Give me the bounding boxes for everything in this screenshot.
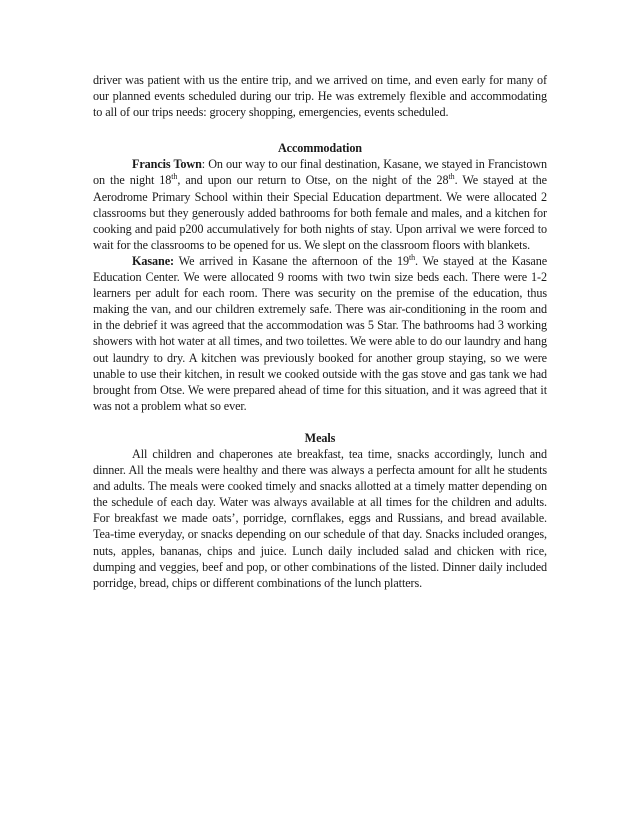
document-page — [93, 72, 547, 591]
francistown-sup-b: th — [448, 172, 455, 182]
section-gap — [93, 414, 547, 430]
meals-heading: Meals — [304, 430, 336, 445]
intro-paragraph: driver was patient with us the entire trip, and we arrived on time, and even early for many of our planned events scheduled during our trip. He was extremely flexible and accommodating to all of our trips needs: grocery shopping, emergencies, events scheduled. — [93, 73, 547, 120]
francistown-text-a: : On our way to our final destination, Kasane, we stayed in Francistown on the night 18 — [93, 157, 548, 188]
section-gap — [93, 120, 547, 136]
francistown-text-b: , and upon our return to Otse, on the night of the 28 — [177, 173, 449, 188]
kasane-sup-a: th — [408, 252, 415, 262]
francistown-label: Francis Town — [132, 157, 202, 172]
accommodation-heading: Accommodation — [277, 141, 362, 156]
kasane-paragraph — [93, 253, 547, 414]
francistown-text-c: . We stayed at the Aerodrome Primary School within their Special Education department. We were allocated 2 classrooms but they generously added bathrooms for both female and males, and a kitchen for cooking and paid p200 accumulatively for both nights of stay. Upon arrival we were forced to wait for the classrooms to be opened for us. We slept on the classroom floors with blankets. — [93, 173, 547, 252]
kasane-text-a: We arrived in Kasane the afternoon of the 19 — [173, 253, 409, 268]
meals-paragraph: All children and chaperones ate breakfast, tea time, snacks accordingly, lunch and dinner. All the meals were healthy and there was always a perfecta amount for allt he students and adults. The meals were cooked timely and snacks allotted at a timely matter depending on the schedule of each day. Water was always available at all times for the children and adults. For breakfast we made oats’, porridge, cornflakes, eggs and Russians, and bread available. Tea-time everyday, or snacks depending on our schedule of that day. Snacks included oranges, nuts, apples, bananas, chips and juice. Lunch daily included salad and chicken with rice, dumping and veggies, beef and pop, or other combinations of the listed. Dinner daily included porridge, bread, chips or different combinations of the lunch platters. — [93, 446, 547, 590]
francistown-paragraph — [93, 156, 547, 253]
francistown-sup-a: th — [171, 172, 178, 182]
kasane-label: Kasane: — [132, 253, 174, 268]
kasane-text-b: . We stayed at the Kasane Education Center. We were allocated 9 rooms with two twin size beds each. There were 1-2 learners per adult for each room. There was security on the premise of the education, thus making the van, and our children extremely safe. There was air-conditioning in the room and in the debrief it was agreed that the accommodation was 5 Star. The bathrooms had 3 working showers with hot water at all times, and two toilettes. We were able to do our laundry and hang out laundry to dry. A kitchen was previously booked for another group staying, so we were unable to use their kitchen, in result we cooked outside with the gas stove and gas tank we had brought from Otse. We were prepared ahead of time for this situation, and it was agreed that it was not a problem what so ever. — [93, 253, 548, 413]
